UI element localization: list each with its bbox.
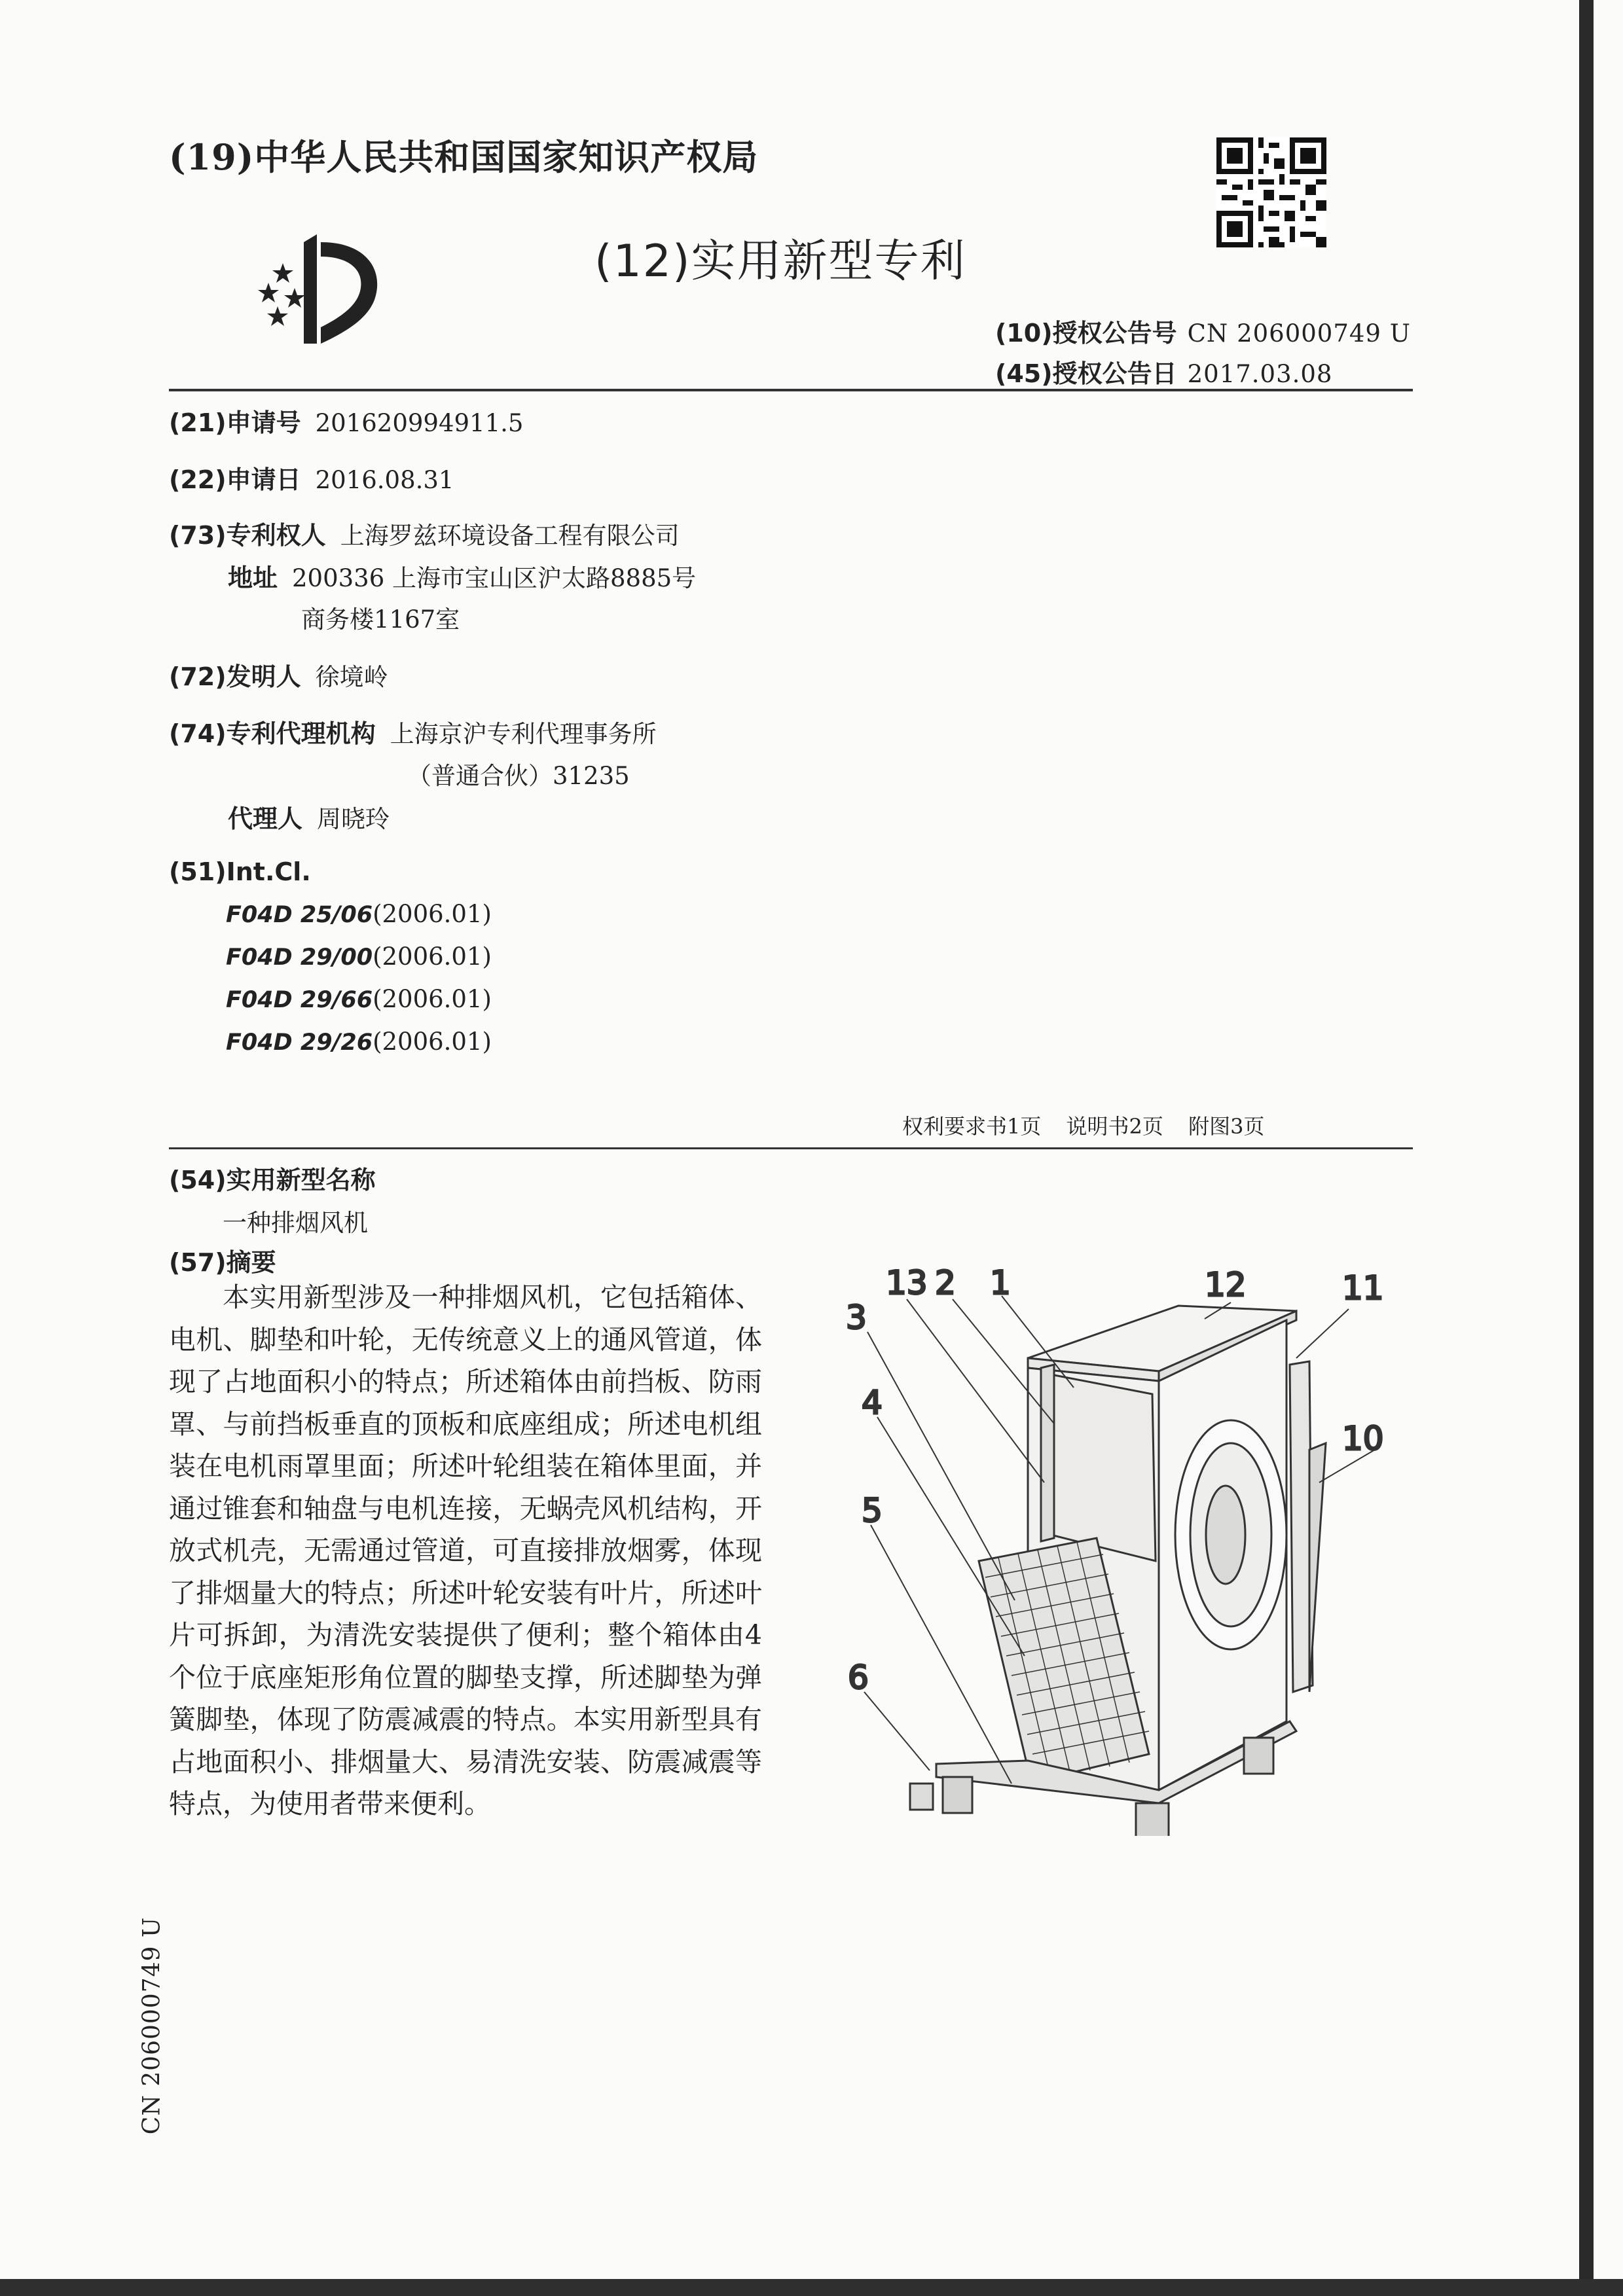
application-number-label: (21)申请号 (169, 408, 301, 437)
agency-line-2: （普通合伙）31235 (407, 762, 630, 790)
ipc-code: F04D 29/66 (226, 987, 373, 1013)
publication-date: 2017.03.08 (1187, 360, 1333, 388)
scan-edge-right (1579, 0, 1594, 2296)
ipc-version: (2006.01) (373, 900, 492, 928)
inventor-label: (72)发明人 (169, 662, 301, 691)
title-label: (54)实用新型名称 (169, 1166, 376, 1194)
figure-label-10: 10 (1342, 1420, 1384, 1458)
ipc-version: (2006.01) (373, 1028, 492, 1056)
ipc-code: F04D 25/06 (226, 902, 373, 928)
ipc-item (226, 942, 492, 971)
section-divider (169, 1147, 1413, 1149)
figure-label-3: 3 (846, 1299, 867, 1336)
inventor: 徐境岭 (315, 663, 388, 691)
scan-edge-bottom (0, 2279, 1623, 2296)
address-line-2: 商务楼1167室 (301, 605, 460, 634)
exhaust-fan-figure (838, 1234, 1414, 1836)
ipc-item (226, 1028, 492, 1056)
ipc-label: (51)Int.Cl. (169, 857, 311, 886)
agency-label: (74)专利代理机构 (169, 719, 376, 748)
cnipa-emblem-icon (244, 223, 401, 347)
utility-model-title: 一种排烟风机 (223, 1209, 368, 1237)
figure-label-4: 4 (862, 1384, 883, 1422)
figure-label-11: 11 (1342, 1269, 1384, 1307)
publication-number: CN 206000749 U (1187, 319, 1411, 348)
abstract-label: (57)摘要 (169, 1248, 276, 1277)
application-number-row (169, 403, 523, 439)
publication-number-label: (10)授权公告号 (995, 319, 1177, 348)
abstract-text: 本实用新型涉及一种排烟风机，它包括箱体、电机、脚垫和叶轮，无传统意义上的通风管道，体现了占地面积小的特点；所述箱体由前挡板、防雨罩、与前挡板垂直的顶板和底座组成；所述电机组装在电机雨罩里面；所述叶轮组装在箱体里面，并通过锥套和轴盘与电机连接，无蜗壳风机结构，开放式机壳，无需通过管道，可直接排放烟雾，体现了排烟量大的特点；所述叶轮安装有叶片，所述叶片可拆卸，为清洗安装提供了便利；整个箱体由4个位于底座矩形角位置的脚垫支撑，所述脚垫为弹簧脚垫，体现了防震减震的特点。本实用新型具有占地面积小、排烟量大、易清洗安装、防震减震等特点，为使用者带来便利。 (169, 1282, 762, 1820)
ipc-version: (2006.01) (373, 985, 492, 1013)
application-number: 201620994911.5 (315, 409, 524, 437)
ipc-version: (2006.01) (373, 942, 492, 971)
patentee-row (169, 515, 680, 551)
agent-label: 代理人 (228, 804, 303, 833)
inventor-row (169, 656, 388, 692)
document-type: (12)实用新型专利 (594, 236, 966, 287)
figure-label-6: 6 (848, 1659, 869, 1696)
figure-label-13: 13 (886, 1264, 928, 1302)
agency-line-1: 上海京沪专利代理事务所 (390, 720, 657, 748)
ipc-label-row (169, 857, 311, 886)
ipc-item (226, 985, 492, 1013)
address-row (228, 558, 696, 594)
application-date-label: (22)申请日 (169, 465, 301, 494)
pages-info: 权利要求书1页 说明书2页 附图3页 (902, 1114, 1265, 1139)
agent-row (228, 798, 390, 834)
agency-row (169, 713, 657, 749)
application-date-row (169, 459, 454, 495)
patentee-label: (73)专利权人 (169, 521, 326, 550)
address-label: 地址 (228, 564, 278, 592)
issuing-office: (19)中华人民共和国国家知识产权局 (169, 136, 759, 178)
publication-date-row (995, 353, 1332, 389)
ipc-item (226, 900, 492, 928)
ipc-code: F04D 29/26 (226, 1030, 373, 1056)
publication-number-row (995, 313, 1411, 349)
agent: 周晓玲 (317, 805, 390, 833)
figure-label-1: 1 (990, 1264, 1011, 1302)
figure-label-5: 5 (862, 1492, 883, 1530)
address-line-1: 200336 上海市宝山区沪太路8885号 (292, 564, 697, 592)
patentee: 上海罗兹环境设备工程有限公司 (340, 522, 680, 550)
qr-code-icon (1216, 137, 1326, 247)
header-divider (169, 389, 1413, 391)
application-date: 2016.08.31 (315, 466, 454, 494)
publication-date-label: (45)授权公告日 (995, 359, 1177, 388)
side-publication-id: CN 206000749 U (138, 1916, 166, 2135)
ipc-code: F04D 29/00 (226, 944, 373, 971)
figure-label-2: 2 (935, 1264, 956, 1302)
figure-label-12: 12 (1205, 1266, 1247, 1304)
